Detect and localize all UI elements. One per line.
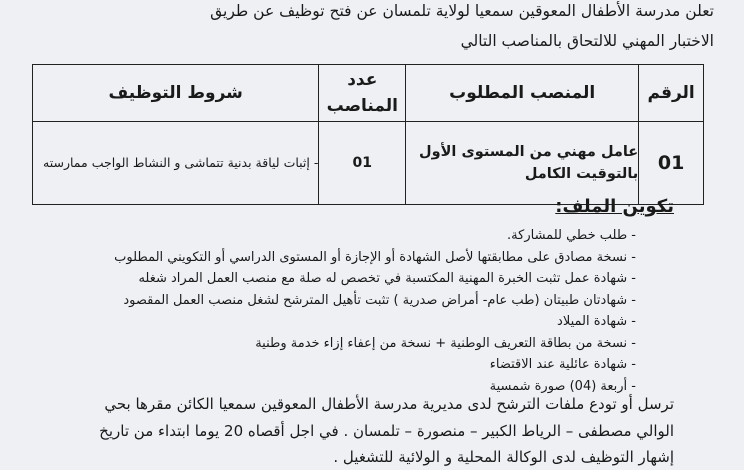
cell-count: 01 <box>319 122 406 205</box>
table-header-row <box>33 65 704 122</box>
list-item: - شهادة عائلية عند الاقتضاء <box>114 354 636 376</box>
required-documents-list <box>114 225 636 397</box>
file-heading: تكوين الملف: <box>555 196 674 217</box>
sending-line-1: ترسل أو تودع ملفات الترشح لدى مديرية مدرسة الأطفال المعوقين سمعيا الكائن مقرها بحي <box>104 395 674 413</box>
list-item: - شهادة الميلاد <box>114 311 636 333</box>
cell-conditions: - إثبات لياقة بدنية تتماشى و النشاط الواجب ممارسته <box>33 122 319 205</box>
header-count: عدد المناصب <box>319 65 406 122</box>
header-conditions: شروط التوظيف <box>33 65 319 122</box>
table-row <box>33 122 704 205</box>
intro-line-2: الاختبار المهني للالتحاق بالمناصب التالي <box>460 32 714 50</box>
list-item: - شهادتان طبيتان (طب عام- أمراض صدرية ) تثبت تأهيل المترشح لشغل منصب العمل المقصود <box>114 290 636 312</box>
list-item: - شهادة عمل تثبت الخبرة المهنية المكتسبة في تخصص له صلة مع منصب العمل المراد شغله <box>114 268 636 290</box>
cell-number: 01 <box>639 122 704 205</box>
intro-line-1: تعلن مدرسة الأطفال المعوقين سمعيا لولاية تلمسان عن فتح توظيف عن طريق <box>210 2 714 20</box>
header-number: الرقم <box>639 65 704 122</box>
list-item: - طلب خطي للمشاركة. <box>114 225 636 247</box>
cell-position: عامل مهني من المستوى الأول بالتوقيت الكامل <box>406 122 639 205</box>
sending-line-3: إشهار التوظيف لدى الوكالة المحلية و الولائية للتشغيل . <box>333 448 674 466</box>
list-item: - أربعة (04) صورة شمسية <box>114 376 636 398</box>
list-item: - نسخة مصادق على مطابقتها لأصل الشهادة أو الإجازة أو المستوى الدراسي أو التكويني المطلوب <box>114 247 636 269</box>
header-position: المنصب المطلوب <box>406 65 639 122</box>
sending-line-2: الوالي مصطفى – الرياط الكبير – منصورة – تلمسان . في اجل أقصاه 20 يوما ابتداء من تاريخ <box>99 422 674 440</box>
positions-table <box>32 64 704 205</box>
list-item: - نسخة من بطاقة التعريف الوطنية + نسخة من إعفاء إزاء خدمة وطنية <box>114 333 636 355</box>
